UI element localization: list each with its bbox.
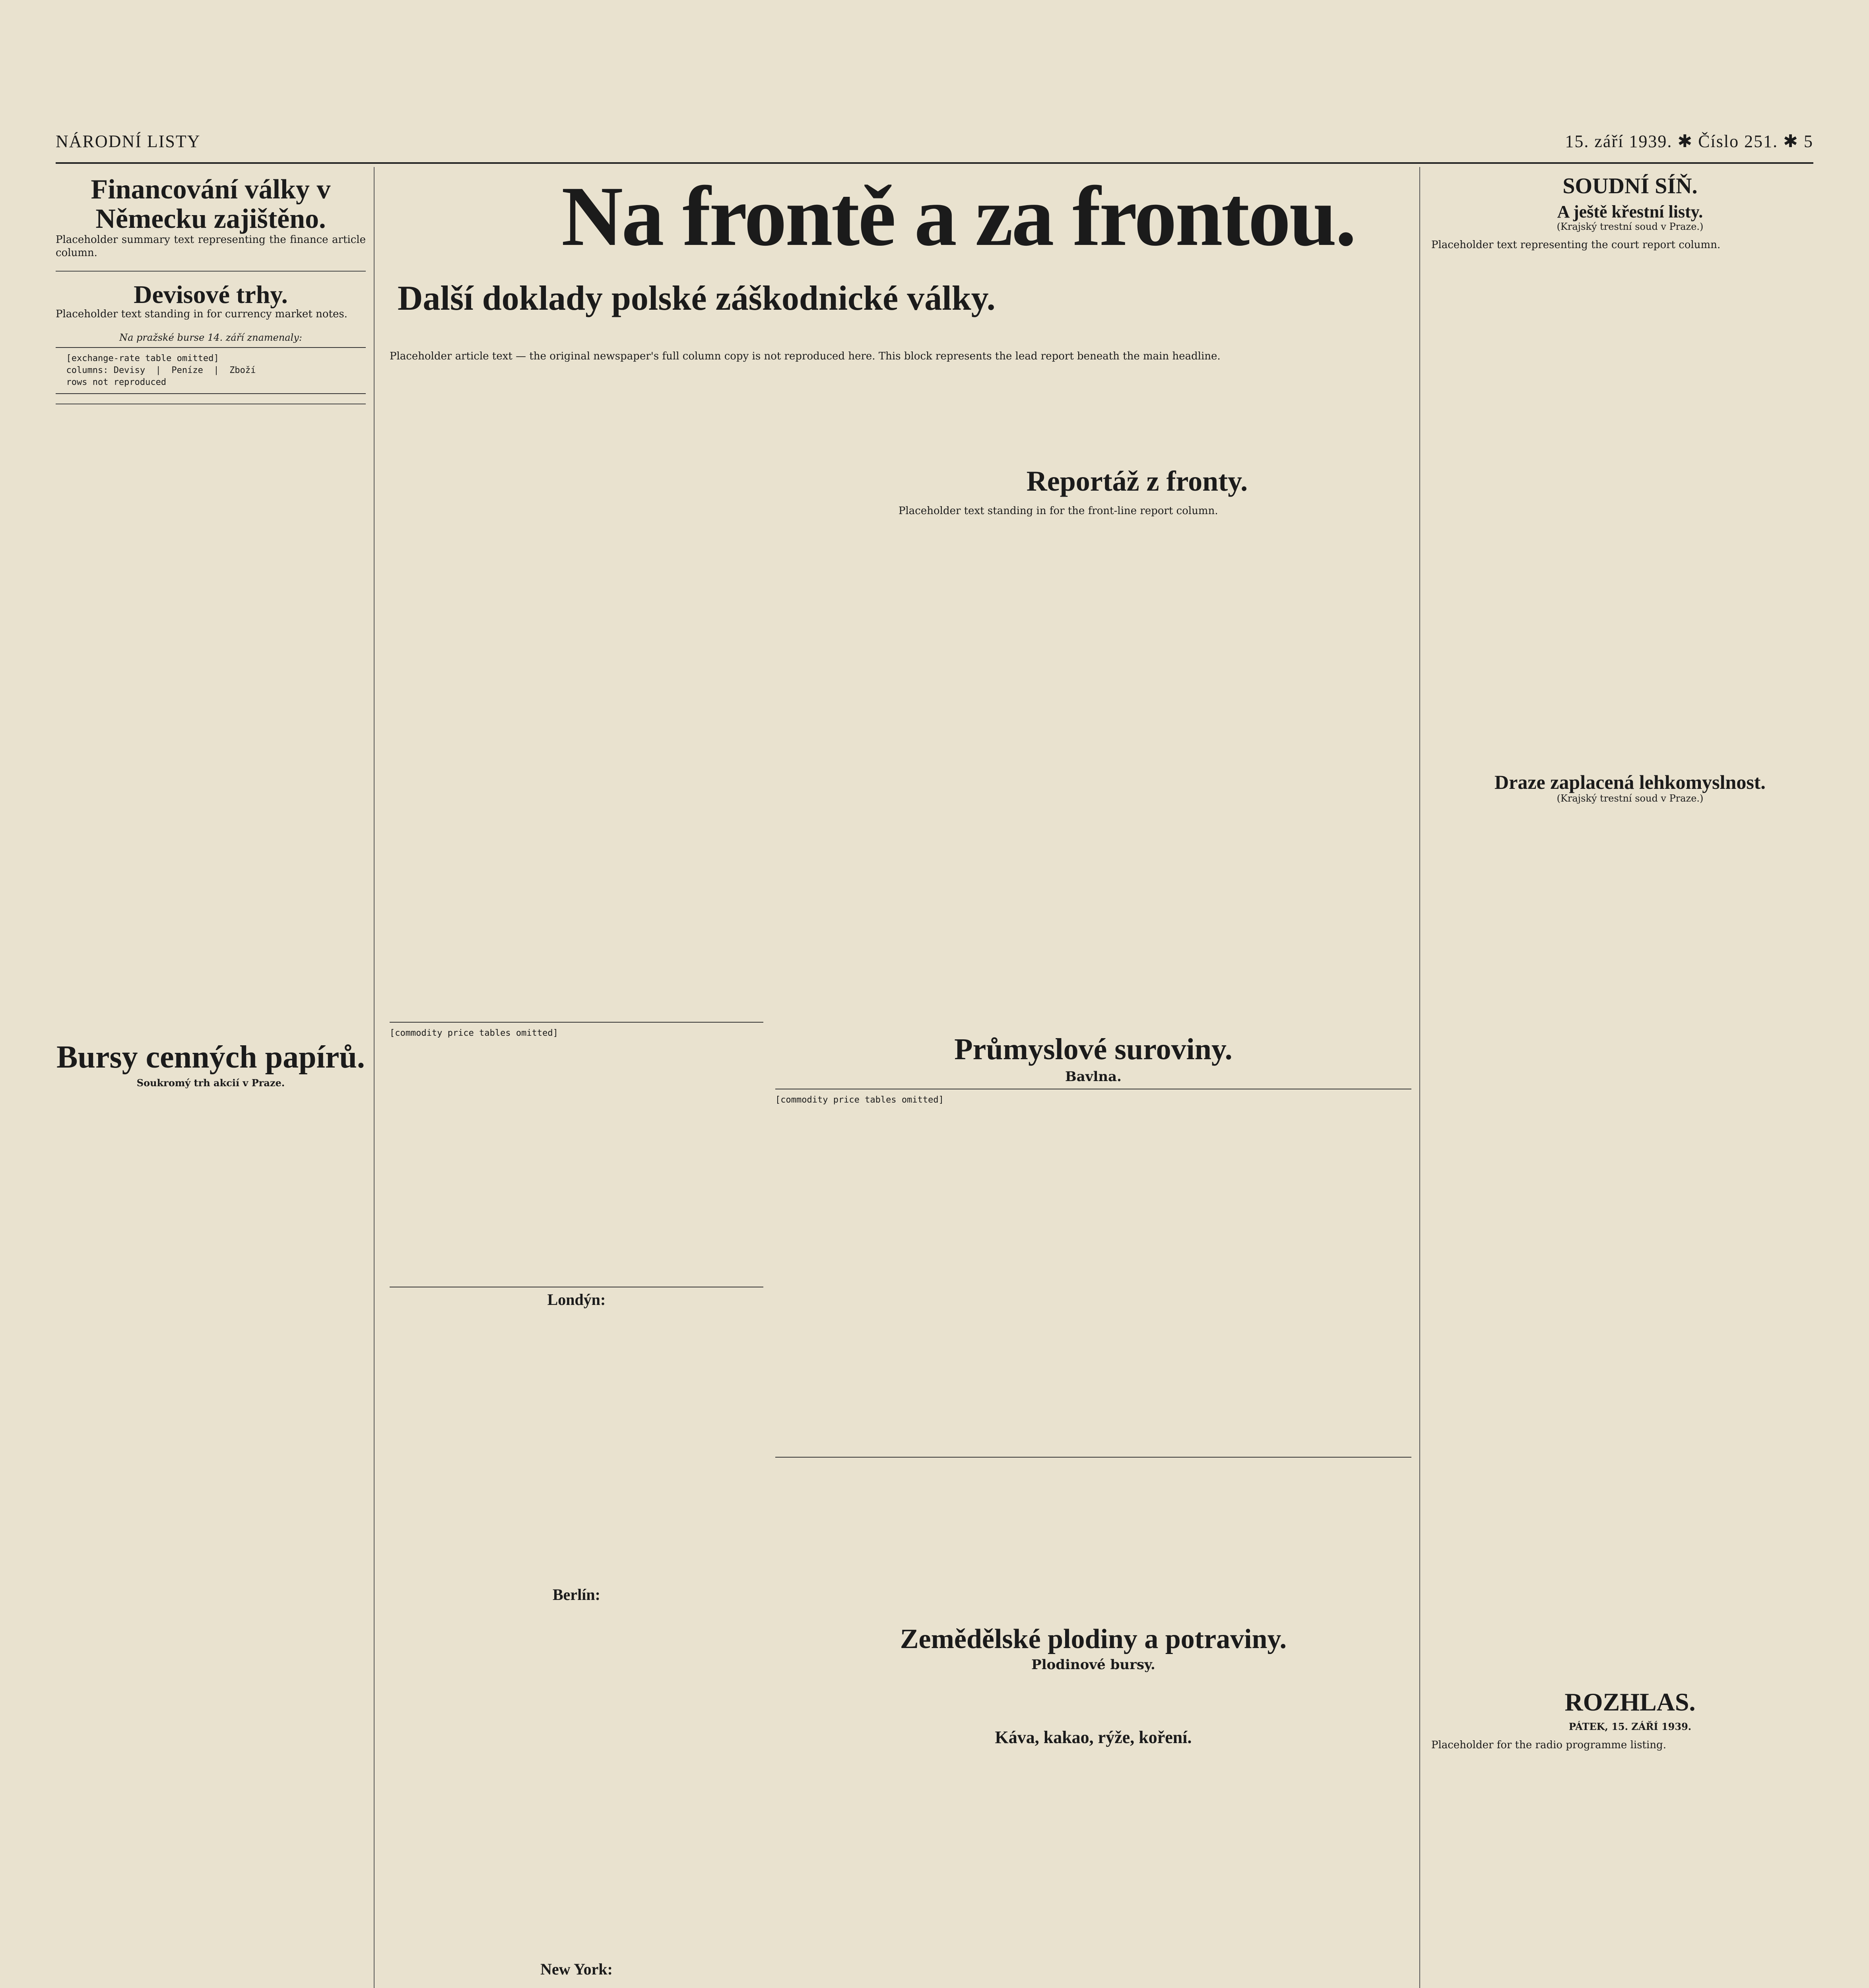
masthead-rule (56, 162, 1813, 164)
agri-headline: Zemědělské plodiny a potraviny. (900, 1623, 1287, 1654)
center-commodities (775, 1034, 1411, 1988)
masthead (56, 131, 1813, 159)
court-article-sub: (Krajský trestní soud v Praze.) (1557, 221, 1704, 233)
column-divider (374, 167, 375, 1988)
radio-body: Placeholder for the radio programme listing. (1431, 1739, 1666, 1751)
commodities-sub: Bavlna. (1065, 1068, 1122, 1085)
main-subheadline: Další doklady polské záškodnické války. (398, 279, 996, 318)
right-column (1431, 171, 1829, 1988)
currency-body: Placeholder text standing in for currency market notes. (56, 308, 347, 320)
masthead-left: NÁRODNÍ LISTY (56, 132, 201, 151)
finance-headline: Financování války v Německu zajištěno. (91, 174, 331, 234)
commodities-headline: Průmyslové suroviny. (954, 1034, 1232, 1066)
securities-sub: Soukromý trh akcií v Praze. (136, 1077, 285, 1089)
london-heading: Londýn: (547, 1291, 606, 1309)
report-body: Placeholder text standing in for the front-line report column. (899, 505, 1218, 517)
court-article-title: A ještě křestní listy. (1557, 202, 1703, 221)
court2-title: Draze zaplacená lehkomyslnost. (1494, 771, 1766, 794)
securities-headline: Bursy cenných papírů. (56, 1040, 365, 1075)
center-markets (390, 1018, 763, 1988)
cotton-table: [commodity price tables omitted] (775, 1089, 1411, 1458)
stock-table: [commodity price tables omitted] (390, 1022, 763, 1287)
report-headline: Reportáž z fronty. (1026, 465, 1248, 497)
finance-body: Placeholder summary text representing the finance article column. (56, 234, 366, 259)
table-caption: Na pražské burse 14. září znamenaly: (119, 332, 302, 344)
radio-title: ROZHLAS. (1564, 1687, 1696, 1716)
newyork-heading: New York: (540, 1960, 613, 1978)
exchange-table: [exchange-rate table omitted] columns: Devisy | Peníze | Zboží rows not reproduced (56, 347, 366, 394)
coffee-heading: Kávа, kakao, rýže, koření. (995, 1728, 1192, 1747)
radio-sub: PÁTEK, 15. ZÁŘÍ 1939. (1568, 1720, 1692, 1732)
berlin-heading: Berlín: (553, 1586, 600, 1604)
lead-body: Placeholder article text — the original newspaper's full column copy is not reproduced here. This block represents the lead report beneath the main headline. (390, 350, 1221, 362)
court-body: Placeholder text representing the court report column. (1431, 239, 1721, 251)
court2-sub: (Krajský trestní soud v Praze.) (1557, 792, 1704, 804)
agri-sub: Plodinové bursy. (1031, 1657, 1155, 1673)
column-divider (1419, 167, 1420, 1988)
masthead-right: 15. září 1939. ✱ Číslo 251. ✱ 5 (1565, 132, 1813, 151)
currency-headline: Devisové trhy. (134, 280, 288, 309)
center-lead (390, 350, 1407, 966)
left-column (56, 171, 366, 1988)
section-rule (56, 271, 366, 272)
court-section-title: SOUDNÍ SÍŇ. (1562, 174, 1698, 198)
main-headline: Na frontě a za frontou. (561, 169, 1355, 264)
